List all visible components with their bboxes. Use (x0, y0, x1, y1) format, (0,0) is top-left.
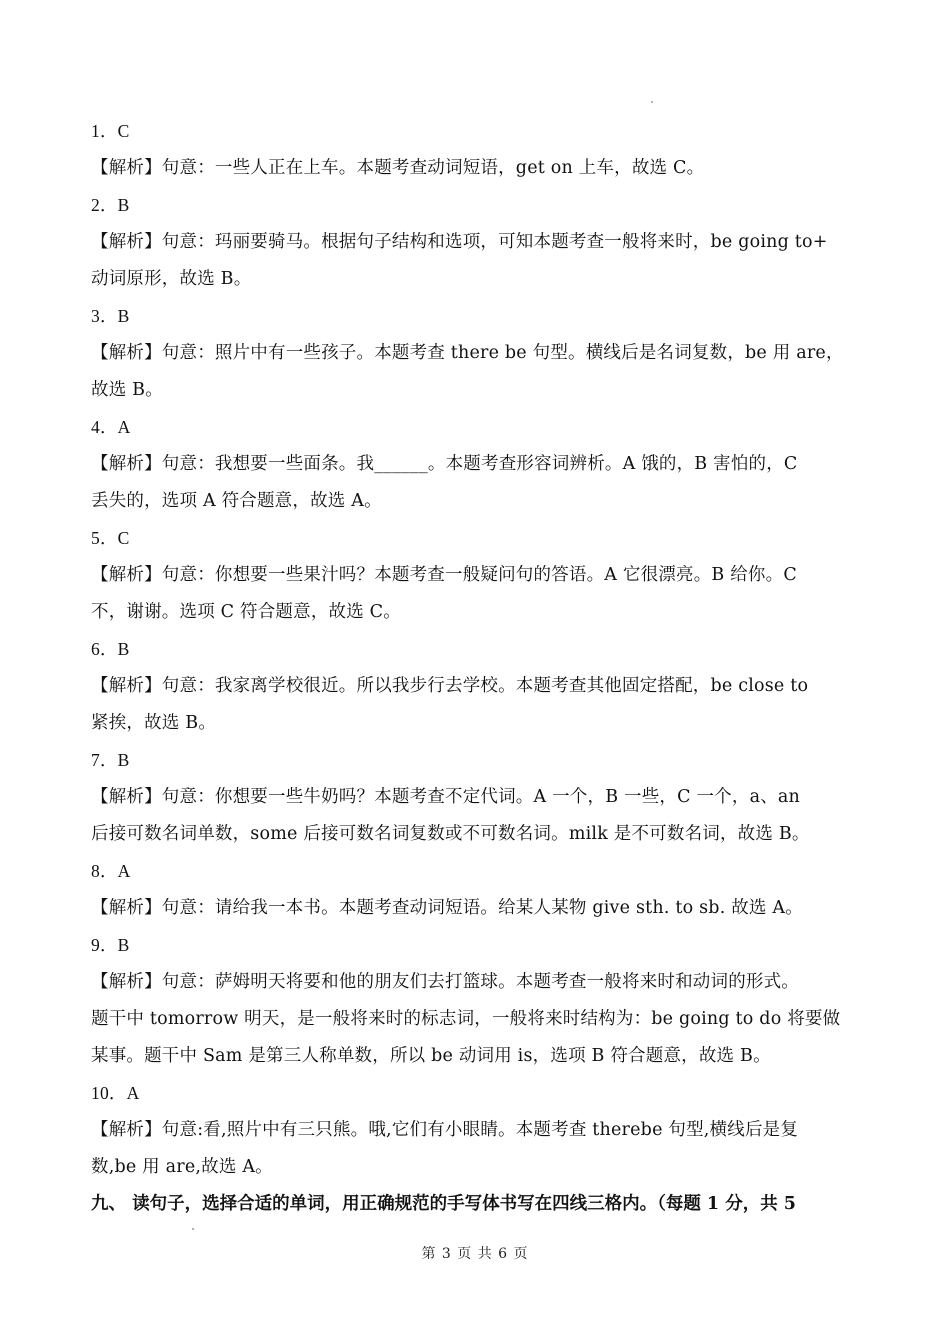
explanation-line: 【解析】句意：我家离学校很近。所以我步行去学校。本题考查其他固定搭配，be close to (91, 676, 809, 696)
section-heading: 九、 读句子，选择合适的单词，用正确规范的手写体书写在四线三格内。（每题 1 分，共 5 (91, 1194, 796, 1214)
answer-number: 5．C (91, 528, 130, 548)
explanation-line: 丢失的，选项 A 符合题意，故选 A。 (91, 491, 382, 511)
answer-number: 1．C (91, 121, 130, 141)
answer-number: 7．B (91, 750, 130, 770)
explanation-line: 【解析】句意：请给我一本书。本题考查动词短语。给某人某物 give sth. to sb. 故选 A。 (91, 898, 803, 918)
answer-number: 10．A (91, 1083, 140, 1103)
scan-speck (651, 101, 653, 103)
explanation-line: 【解析】句意:看,照片中有三只熊。哦,它们有小眼睛。本题考查 therebe 句型,横线后是复 (91, 1120, 799, 1140)
explanation-line: 不，谢谢。选项 C 符合题意，故选 C。 (91, 602, 401, 622)
explanation-line: 动词原形，故选 B。 (91, 269, 252, 289)
explanation-line: 题干中 tomorrow 明天，是一般将来时的标志词，一般将来时结构为：be going to do 将要做 (91, 1009, 841, 1029)
explanation-line: 数,be 用 are,故选 A。 (91, 1157, 273, 1177)
page-footer: 第 3 页 共 6 页 (421, 1246, 529, 1262)
explanation-line: 紧挨，故选 B。 (91, 713, 217, 733)
explanation-line: 某事。题干中 Sam 是第三人称单数，所以 be 动词用 is，选项 B 符合题意，故选 B。 (91, 1046, 771, 1066)
scan-speck (192, 1228, 194, 1230)
explanation-line: 【解析】句意：我想要一些面条。我______。本题考查形容词辨析。A 饿的，B 害怕的，C (91, 454, 798, 474)
explanation-line: 【解析】句意：一些人正在上车。本题考查动词短语，get on 上车，故选 C。 (91, 158, 705, 178)
answer-number: 2．B (91, 195, 130, 215)
explanation-line: 后接可数名词单数，some 后接可数名词复数或不可数名词。milk 是不可数名词，故选 B。 (91, 824, 810, 844)
explanation-line: 【解析】句意：萨姆明天将要和他的朋友们去打篮球。本题考查一般将来时和动词的形式。 (91, 972, 799, 992)
answer-number: 9．B (91, 935, 130, 955)
explanation-line: 故选 B。 (91, 380, 163, 400)
explanation-line: 【解析】句意：你想要一些牛奶吗？本题考查不定代词。A 一个，B 一些，C 一个，a、an (91, 787, 801, 807)
answer-number: 3．B (91, 306, 130, 326)
explanation-line: 【解析】句意：玛丽要骑马。根据句子结构和选项，可知本题考查一般将来时，be going to+ (91, 232, 828, 252)
explanation-line: 【解析】句意：你想要一些果汁吗？本题考查一般疑问句的答语。A 它很漂亮。B 给你。C (91, 565, 797, 585)
answer-number: 4．A (91, 417, 131, 437)
answer-number: 6．B (91, 639, 130, 659)
explanation-line: 【解析】句意：照片中有一些孩子。本题考查 there be 句型。横线后是名词复数，be 用 are， (91, 343, 844, 363)
answer-key-content (91, 113, 861, 1223)
answer-number: 8．A (91, 861, 131, 881)
